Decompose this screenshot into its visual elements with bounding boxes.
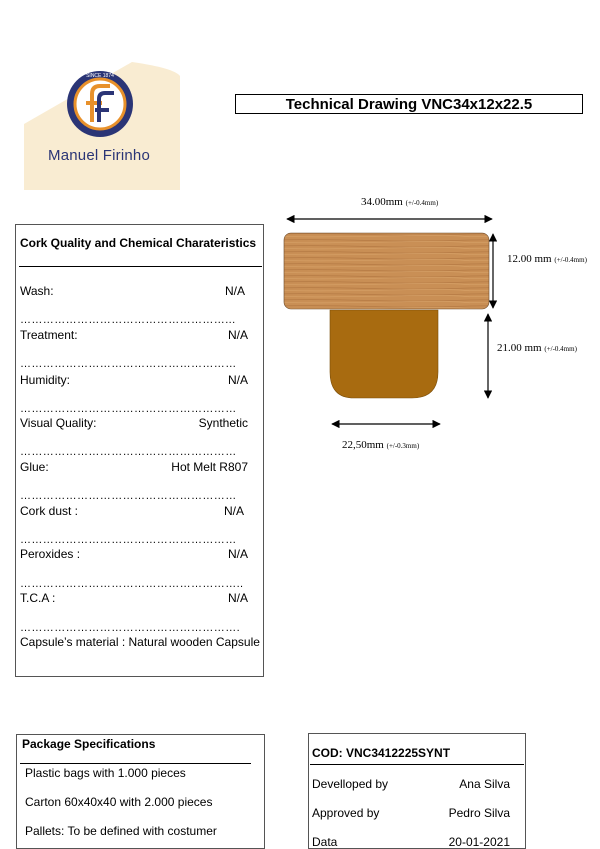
quality-separator: ………………………………………………….. xyxy=(20,578,244,590)
height-dimension-label: 12.00 mm (+/-0.4mm) xyxy=(507,253,587,265)
code-label: Data xyxy=(312,835,338,849)
quality-divider xyxy=(19,266,262,267)
quality-label: Glue: xyxy=(20,460,49,474)
quality-separator: …………………………………………………. xyxy=(20,622,241,634)
quality-label: Peroxides : xyxy=(20,547,81,561)
code-divider xyxy=(310,764,524,765)
code-label: Approved by xyxy=(312,806,380,820)
product-code: COD: VNC3412225SYNT xyxy=(312,746,451,760)
diameter-dimension-label: 22,50mm (+/-0.3mm) xyxy=(342,439,420,451)
code-value: Pedro Silva xyxy=(448,806,510,820)
quality-separator: ………………………………………………… xyxy=(20,490,237,502)
package-divider xyxy=(20,763,251,764)
quality-separator: ………………………………………………… xyxy=(20,446,237,458)
technical-drawing xyxy=(270,190,590,460)
quality-value: Hot Melt R807 xyxy=(171,460,248,474)
quality-separator: ………………………………………………… xyxy=(20,358,237,370)
quality-heading: Cork Quality and Chemical Charateristics xyxy=(20,236,257,250)
quality-label: Humidity: xyxy=(20,373,71,387)
quality-value: Synthetic xyxy=(198,416,248,430)
quality-label: Visual Quality: xyxy=(20,416,97,430)
quality-label: Capsule’s material : Natural wooden Capsule xyxy=(20,635,260,649)
quality-value: N/A xyxy=(227,591,248,605)
quality-value: N/A xyxy=(223,504,244,518)
package-heading: Package Specifications xyxy=(22,737,156,751)
package-item: Carton 60x40x40 with 2.000 pieces xyxy=(25,795,213,809)
quality-label: T.C.A : xyxy=(20,591,56,605)
logo-company-name: Manuel Firinho xyxy=(48,147,151,164)
shank-dimension-label: 21.00 mm (+/-0.4mm) xyxy=(497,342,577,354)
company-logo xyxy=(24,62,184,190)
quality-value: N/A xyxy=(224,284,245,298)
quality-label: Treatment: xyxy=(20,328,78,342)
package-item: Plastic bags with 1.000 pieces xyxy=(25,766,186,780)
code-label: Develloped by xyxy=(312,777,389,791)
quality-value: N/A xyxy=(227,328,248,342)
quality-value: N/A xyxy=(227,547,248,561)
quality-separator: ………………………………………………... xyxy=(20,314,236,326)
logo-since: SINCE 1874 xyxy=(86,73,114,79)
code-value: Ana Silva xyxy=(459,777,510,791)
cork-shank xyxy=(330,310,438,398)
quality-separator: ………………………………………………… xyxy=(20,403,237,415)
quality-separator: ………………………………………………… xyxy=(20,534,237,546)
package-item: Pallets: To be defined with costumer xyxy=(25,824,217,838)
document-title: Technical Drawing VNC34x12x22.5 xyxy=(235,94,583,114)
quality-label: Wash: xyxy=(20,284,54,298)
cap-wooden-head xyxy=(284,233,489,309)
quality-label: Cork dust : xyxy=(20,504,79,518)
quality-value: N/A xyxy=(227,373,248,387)
width-dimension-label: 34.00mm (+/-0.4mm) xyxy=(361,196,439,208)
code-value: 20-01-2021 xyxy=(448,835,510,849)
